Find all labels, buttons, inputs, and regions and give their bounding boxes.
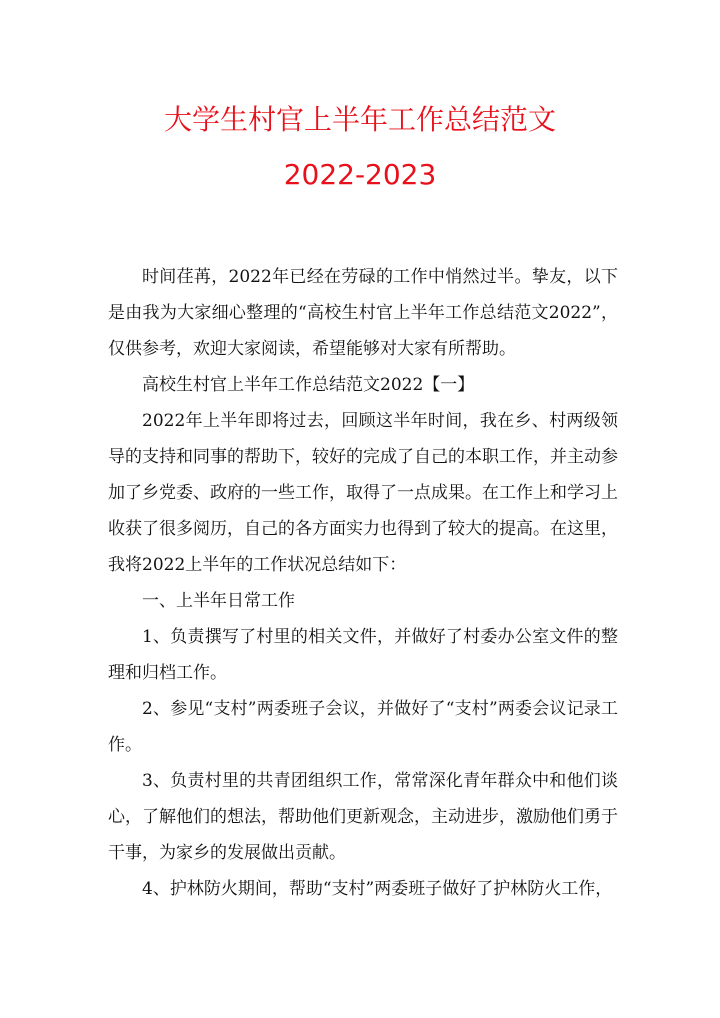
paragraph-item-2: 2、参见“支村”两委班子会议，并做好了“支村”两委会议记录工作。 <box>108 699 618 755</box>
document-body <box>108 259 618 907</box>
document-title: 大学生村官上半年工作总结范文 <box>163 103 556 136</box>
paragraph-overview: 2022年上半年即将过去，回顾这半年时间，我在乡、村两级领导的支持和同事的帮助下，较好的完成了自己的本职工作，并主动参加了乡党委、政府的一些工作，取得了一点成果。在工作上和学习上收获了很多阅历，自己的各方面实力也得到了较大的提高。在这里，我将2022上半年的工作状况总结如下： <box>108 411 618 575</box>
paragraph-intro: 时间荏苒，2022年已经在劳碌的工作中悄然过半。挚友，以下是由我为大家细心整理的“高校生村官上半年工作总结范文2022”，仅供参考，欢迎大家阅读，希望能够对大家有所帮助。 <box>108 267 618 359</box>
paragraph-item-4: 4、护林防火期间，帮助“支村”两委班子做好了护林防火工作， <box>142 879 613 899</box>
document-title-year: 2022-2023 <box>283 158 437 191</box>
paragraph-item-3: 3、负责村里的共青团组织工作，常常深化青年群众中和他们谈心，了解他们的想法，帮助他们更新观念，主动进步，激励他们勇于干事，为家乡的发展做出贡献。 <box>108 771 618 863</box>
paragraph-item-1: 1、负责撰写了村里的相关文件，并做好了村委办公室文件的整理和归档工作。 <box>108 627 618 683</box>
paragraph-section-heading: 高校生村官上半年工作总结范文2022【一】 <box>142 375 475 395</box>
paragraph-subheading: 一、上半年日常工作 <box>142 591 295 611</box>
